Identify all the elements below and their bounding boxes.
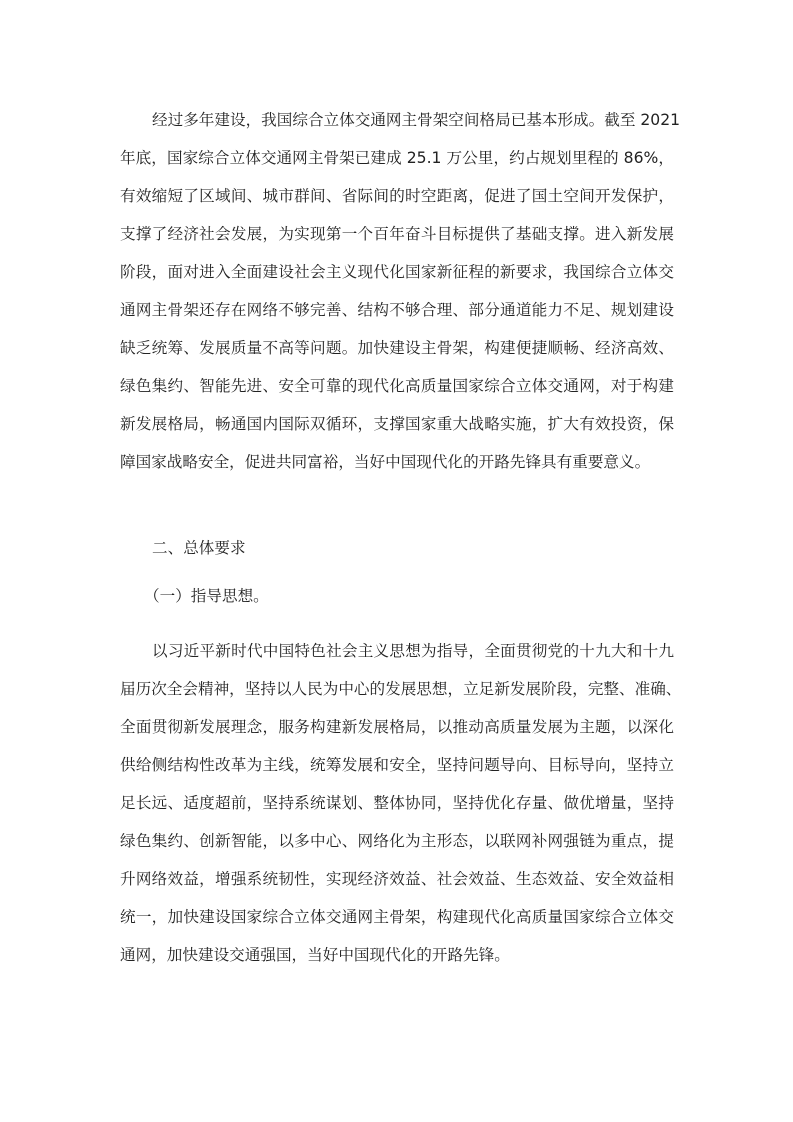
text-line: 障国家战略安全，促进共同富裕，当好中国现代化的开路先锋具有重要意义。 [120, 453, 651, 471]
text-line: 缺乏统筹、发展质量不高等问题。加快建设主骨架，构建便捷顺畅、经济高效、 [120, 339, 674, 357]
text-line: 年底，国家综合立体交通网主骨架已建成 25.1 万公里，约占规划里程的 86%， [120, 149, 674, 167]
text-line: 统一，加快建设国家综合立体交通网主骨架，构建现代化高质量国家综合立体交 [120, 908, 674, 926]
text-line: 绿色集约、智能先进、安全可靠的现代化高质量国家综合立体交通网，对于构建 [120, 377, 674, 395]
section-heading: 二、总体要求 [152, 539, 246, 557]
text-line: 支撑了经济社会发展，为实现第一个百年奋斗目标提供了基础支撑。进入新发展 [120, 225, 674, 243]
text-line: 新发展格局，畅通国内国际双循环，支撑国家重大战略实施，扩大有效投资，保 [120, 415, 674, 433]
text-line: 届历次全会精神，坚持以人民为中心的发展思想，立足新发展阶段，完整、准确、 [120, 680, 682, 698]
text-line: 绿色集约、创新智能，以多中心、网络化为主形态，以联网补网强链为重点，提 [120, 832, 674, 850]
text-line: 供给侧结构性改革为主线，统筹发展和安全，坚持问题导向、目标导向，坚持立 [120, 756, 674, 774]
text-line: 经过多年建设，我国综合立体交通网主骨架空间格局已基本形成。截至 2021 [152, 111, 681, 129]
text-line: 足长远、适度超前，坚持系统谋划、整体协同，坚持优化存量、做优增量，坚持 [120, 794, 674, 812]
text-line: 以习近平新时代中国特色社会主义思想为指导，全面贯彻党的十九大和十九 [152, 642, 674, 660]
text-line: 升网络效益，增强系统韧性，实现经济效益、社会效益、生态效益、安全效益相 [120, 870, 674, 888]
text-line: 通网，加快建设交通强国，当好中国现代化的开路先锋。 [120, 946, 510, 964]
text-line: 阶段，面对进入全面建设社会主义现代化国家新征程的新要求，我国综合立体交 [120, 263, 674, 281]
text-line: 通网主骨架还存在网络不够完善、结构不够合理、部分通道能力不足、规划建设 [120, 301, 674, 319]
text-line: 全面贯彻新发展理念，服务构建新发展格局，以推动高质量发展为主题，以深化 [120, 718, 674, 736]
subsection-heading: （一）指导思想。 [144, 587, 269, 605]
text-line: 有效缩短了区域间、城市群间、省际间的时空距离，促进了国土空间开发保护， [120, 187, 674, 205]
